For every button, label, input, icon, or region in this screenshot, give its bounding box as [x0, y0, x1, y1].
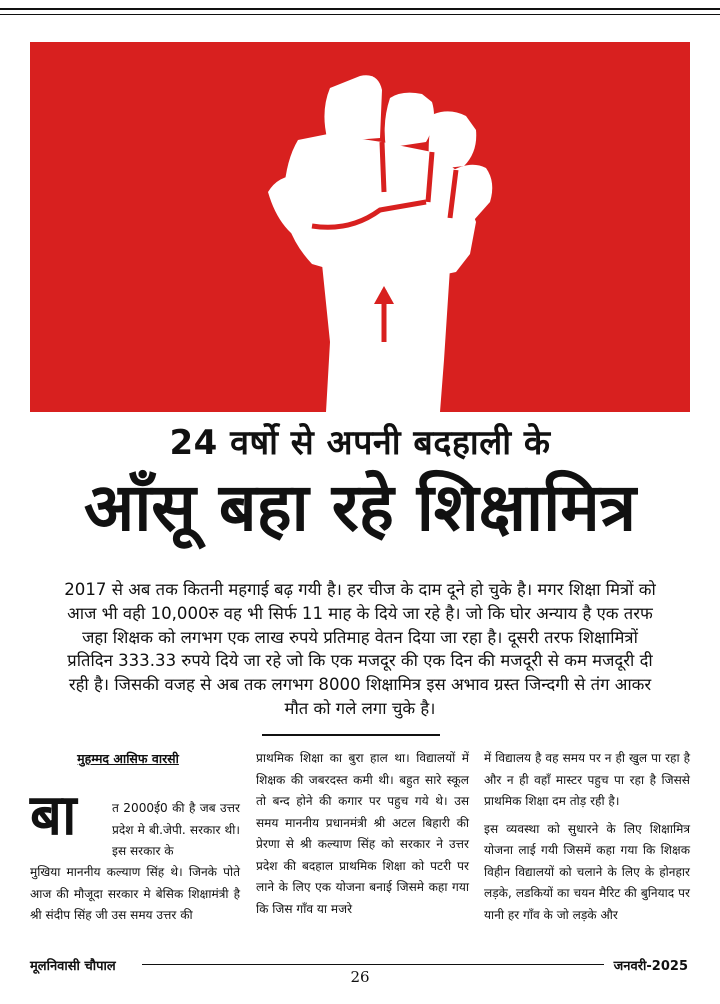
drop-cap: बा [30, 783, 77, 848]
lead-divider [262, 734, 440, 736]
column-1-intro: त 2000ई0 की है जब उत्तर प्रदेश मे बी.जेपी. सरकार थी। इस सरकार के [112, 801, 240, 858]
author-byline: मुहम्मद आसिफ वारसी [77, 751, 179, 766]
top-rule [0, 8, 720, 10]
publication-name: मूलनिवासी चौपाल [30, 959, 116, 974]
raised-fist-icon [30, 42, 690, 412]
issue-date: जनवरी-2025 [613, 959, 688, 974]
page-number: 26 [350, 968, 370, 986]
column-2-text: प्राथमिक शिक्षा का बुरा हाल था। विद्यालयों में शिक्षक की जबरदस्त कमी थी। बहुत सारे स्कूल तो बन्द होने की कगार पर पहुच गये थे। उस समय माननीय प्रधानमंत्री श्री अटल बिहारी की प्रेरणा से श्री कल्याण सिंह को सरकार ने उत्तर प्रदेश की बदहाल प्राथमिक शिक्षा को पटरी पर लाने के लिए एक योजना बनाई जिसमे कहा गया कि जिस गाँव या मजरे [256, 751, 469, 916]
column-3 [484, 748, 690, 926]
hero-image [30, 42, 690, 412]
article-subtitle: 24 वर्षो से अपनी बदहाली के [169, 423, 551, 463]
footer-rule [142, 964, 604, 965]
column-3-paragraph-1: में विद्यालय है वह समय पर न ही खुल पा रहा है और न ही वहाँ मास्टर पहुच पा रहा है जिससे प्राथमिक शिक्षा दम तोड़ रही है। [484, 751, 690, 808]
top-rule-thin [0, 14, 720, 15]
article-lead: 2017 से अब तक कितनी महगाई बढ़ गयी है। हर चीज के दाम दूने हो चुके है। मगर शिक्षा मित्रों को आज भी वही 10,000रु वह भी सिर्फ 11 माह के दिये जा रहे है। जो कि घोर अन्याय है एक तरफ जहा शिक्षक को लगभग एक लाख रुपये प्रतिमाह वेतन दिया जा रहा है। दूसरी तरफ शिक्षामित्रों प्रतिदिन 333.33 रुपये दिये जा रहे जो कि एक मजदूर की एक दिन की मजदूरी से कम मजदूरी दी रही है। जिसकी वजह से अब तक लगभग 8000 शिक्षामित्र इस अभाव ग्रस्त जिन्दगी से तंग आकर मौत को गले लगा चुके है। [64, 580, 656, 718]
article-title: आँसू बहा रहे शिक्षामित्र [83, 469, 637, 546]
column-1-text: मुखिया माननीय कल्याण सिंह थे। जिनके पोते आज की मौजूदा सरकार मे बेसिक शिक्षामंत्री है श्री संदीप सिंह जी उस समय उत्तर की [30, 865, 240, 922]
column-3-paragraph-2: इस व्यवस्था को सुधारने के लिए शिक्षामित्र योजना लाई गयी जिसमें कहा गया कि शिक्षक विहीन विद्यालयों को चलाने के लिए के होनहार लड़के, लडकियों का चयन मैरिट की बुनियाद पर यानी हर गाँव के जो लड़के और [484, 821, 690, 922]
